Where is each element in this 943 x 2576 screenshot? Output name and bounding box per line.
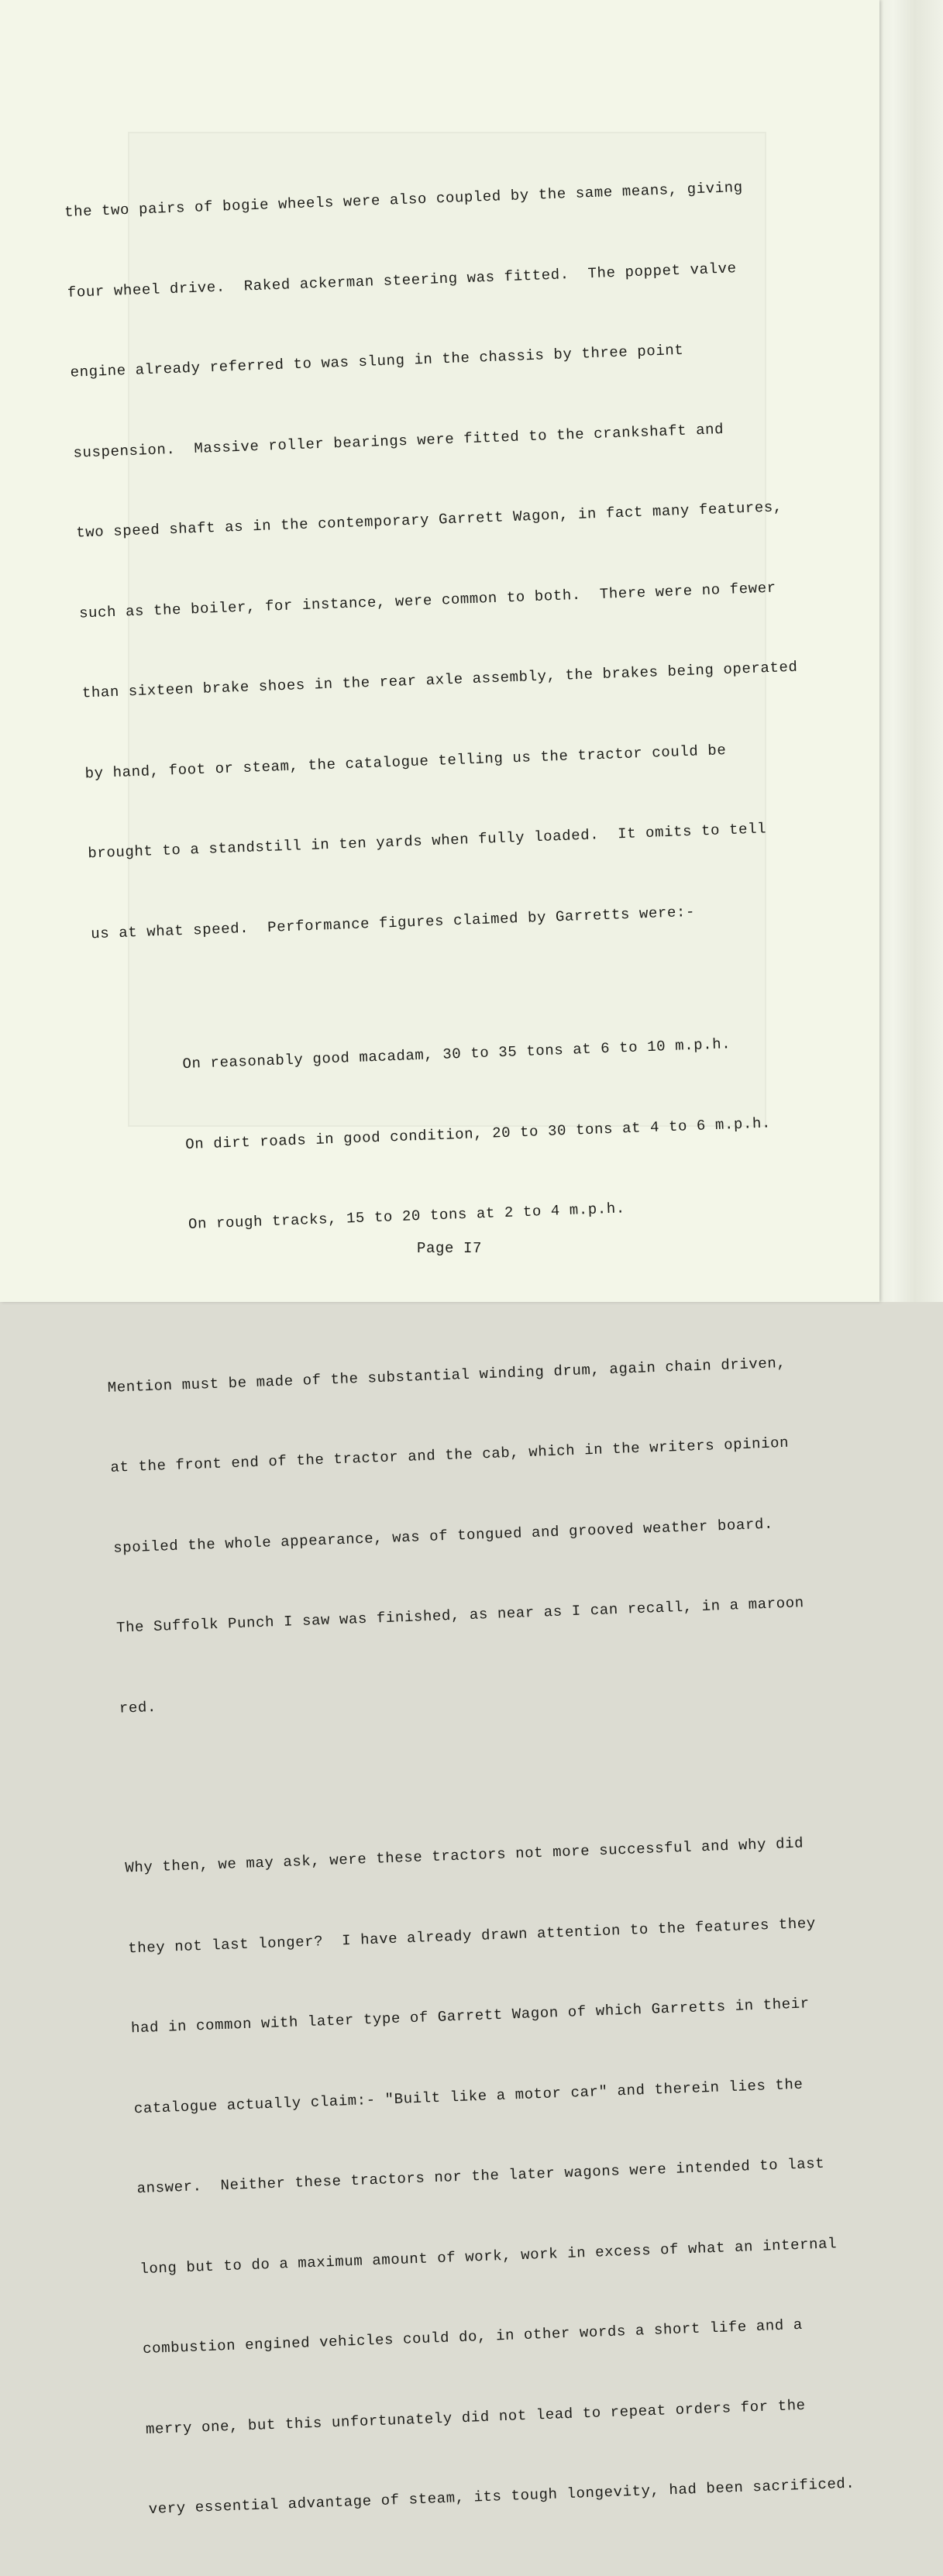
text-line: very essential advantage of steam, its tough longevity, had been sacrificed. [148,2474,855,2518]
paragraph-1 [62,118,856,1000]
text-line: two speed shaft as in the contemporary Garrett Wagon, in fact many features, [75,498,783,542]
text-line: by hand, foot or steam, the catalogue telling us the tractor could be [84,741,727,782]
text-line: at the front end of the tractor and the cab, which in the writers opinion [110,1434,790,1476]
text-line: engine already referred to was slung in the chassis by three point [70,341,684,381]
text-line: brought to a standstill in ten yards when fully loaded. It omits to tell [88,820,767,863]
performance-line: On reasonably good macadam, 30 to 35 tons at 6 to 10 m.p.h. [182,1035,731,1073]
text-line: merry one, but this unfortunately did not lead to repeat orders for the [145,2396,807,2438]
performance-line: On dirt roads in good condition, 20 to 30 tons at 4 to 6 m.p.h. [184,1114,772,1153]
performance-line: On rough tracks, 15 to 20 tons at 2 to 4 m.p.h. [188,1200,626,1233]
text-line: had in common with later type of Garrett Wagon of which Garretts in their [130,1995,810,2037]
text-line: four wheel drive. Raked ackerman steering was fitted. The poppet valve [67,259,737,301]
text-line: long but to do a maximum amount of work, work in excess of what an internal [139,2234,838,2278]
text-line: Why then, we may ask, were these tractors not more successful and why did [125,1834,804,1877]
text-line: combustion engined vehicles could do, in other words a short life and a [142,2316,804,2358]
text-line: they not last longer? I have already drawn attention to the features they [127,1914,817,1957]
text-line: spoiled the whole appearance, was of tongued and grooved weather board. [112,1515,774,1557]
text-line: suspension. Massive roller bearings were fitted to the crankshaft and [73,420,724,462]
text-line: The Suffolk Punch I saw was finished, as near as I can recall, in a maroon [115,1594,805,1637]
text-line: than sixteen brake shoes in the rear axle assembly, the brakes being operated [81,658,798,702]
text-line: such as the boiler, for instance, were common to both. There were no fewer [78,579,777,622]
text-line: the two pairs of bogie wheels were also coupled by the same means, giving [64,178,744,221]
text-line: Mention must be made of the substantial winding drum, again chain driven, [107,1354,786,1396]
page-stack-edge [872,0,943,1302]
body-text [62,118,914,2576]
paragraph-3 [122,1773,914,2576]
page-number: Page I7 [417,1240,483,1257]
text-line: us at what speed. Performance figures claimed by Garretts were:- [90,903,696,942]
paragraph-2 [105,1293,885,1775]
text-line: catalogue actually claim:- "Built like a motor car" and therein lies the [133,2075,804,2117]
text-line: answer. Neither these tractors nor the later wagons were intended to last [136,2154,825,2198]
text-line: red. [119,1698,157,1717]
